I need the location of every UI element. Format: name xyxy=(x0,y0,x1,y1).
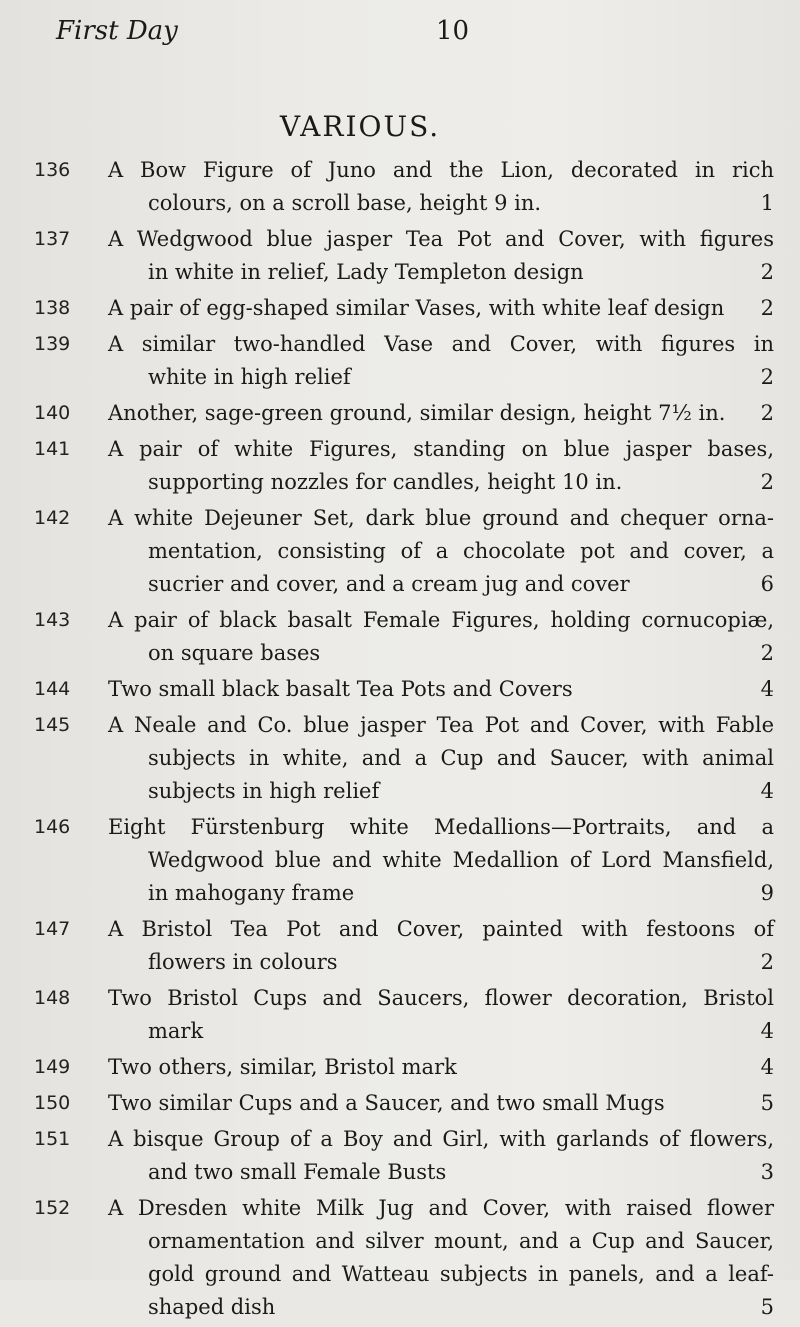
lot-number: 140 xyxy=(34,402,71,424)
lot-description-line: Two others, similar, Bristol mark 4 xyxy=(108,1051,774,1084)
lot-description-line: A similar two-handled Vase and Cover, with figures in xyxy=(108,332,774,356)
lot-quantity: 5 xyxy=(760,1091,774,1115)
lot-number: 151 xyxy=(34,1128,71,1150)
lot-quantity: 2 xyxy=(760,296,774,320)
page-header xyxy=(56,16,760,56)
lot-number: 139 xyxy=(34,333,71,355)
lot-quantity: 3 xyxy=(760,1160,774,1184)
lot-quantity: 9 xyxy=(760,881,774,905)
lot-entry xyxy=(0,223,800,289)
lot-entry xyxy=(0,292,800,325)
lot-entry xyxy=(0,982,800,1048)
lot-description-line: ornamentation and silver mount, and a Cup and Saucer, xyxy=(148,1229,774,1253)
lot-description-line: Two similar Cups and a Saucer, and two small Mugs 5 xyxy=(108,1087,774,1120)
lot-quantity: 4 xyxy=(760,779,774,803)
lot-number: 136 xyxy=(34,159,71,181)
lot-entry xyxy=(0,913,800,979)
lot-description-line: subjects in white, and a Cup and Saucer, with animal xyxy=(148,746,774,770)
lot-description-line: white in high relief 2 xyxy=(108,361,774,394)
lot-description-line: Another, sage-green ground, similar design, height 7½ in. 2 xyxy=(108,397,774,430)
lot-entry xyxy=(0,154,800,220)
lot-quantity: 2 xyxy=(760,950,774,974)
running-title: First Day xyxy=(56,16,178,46)
lot-entry xyxy=(0,1123,800,1189)
lot-description-line: sucrier and cover, and a cream jug and cover 6 xyxy=(108,568,774,601)
lot-entry xyxy=(0,433,800,499)
lot-number: 142 xyxy=(34,507,71,529)
lot-number: 138 xyxy=(34,297,71,319)
lot-entry xyxy=(0,328,800,394)
lot-entry xyxy=(0,673,800,706)
lot-number: 148 xyxy=(34,987,71,1009)
lot-description-line: A white Dejeuner Set, dark blue ground and chequer orna- xyxy=(108,506,774,530)
lot-description-line: Wedgwood blue and white Medallion of Lord Mansfield, xyxy=(148,848,774,872)
lot-description-line: in white in relief, Lady Templeton design 2 xyxy=(108,256,774,289)
lot-entry xyxy=(0,811,800,910)
section-title: VARIOUS. xyxy=(279,110,441,143)
lot-description-line: Two Bristol Cups and Saucers, flower decoration, Bristol xyxy=(108,986,774,1010)
lot-description-line: mentation, consisting of a chocolate pot and cover, a xyxy=(148,539,774,563)
lot-quantity: 4 xyxy=(760,1019,774,1043)
lot-quantity: 4 xyxy=(760,1055,774,1079)
lot-quantity: 6 xyxy=(760,572,774,596)
lot-description-line: Two small black basalt Tea Pots and Covers 4 xyxy=(108,673,774,706)
lot-number: 141 xyxy=(34,438,71,460)
lot-quantity: 2 xyxy=(760,641,774,665)
lot-entry xyxy=(0,604,800,670)
lot-description-line: on square bases 2 xyxy=(108,637,774,670)
lot-description-line: A Wedgwood blue jasper Tea Pot and Cover, with figures xyxy=(108,227,774,251)
lot-description-line: A Bow Figure of Juno and the Lion, decorated in rich xyxy=(108,158,774,182)
lot-description-line: A pair of egg-shaped similar Vases, with white leaf design 2 xyxy=(108,292,774,325)
lot-number: 152 xyxy=(34,1197,71,1219)
lot-number: 149 xyxy=(34,1056,71,1078)
lot-description-line: A Dresden white Milk Jug and Cover, with raised flower xyxy=(108,1196,774,1220)
lot-description-line: mark 4 xyxy=(108,1015,774,1048)
lot-entry xyxy=(0,502,800,601)
lot-number: 145 xyxy=(34,714,71,736)
lot-description-line: flowers in colours 2 xyxy=(108,946,774,979)
lot-quantity: 5 xyxy=(760,1295,774,1319)
lot-description-line: A bisque Group of a Boy and Girl, with garlands of flowers, xyxy=(108,1127,774,1151)
lot-description-line: A pair of white Figures, standing on blue jasper bases, xyxy=(108,437,774,461)
lot-number: 143 xyxy=(34,609,71,631)
lot-quantity: 2 xyxy=(760,401,774,425)
lot-entry xyxy=(0,1192,800,1324)
lot-description-line: gold ground and Watteau subjects in panels, and a leaf- xyxy=(148,1262,774,1286)
lot-number: 150 xyxy=(34,1092,71,1114)
lot-quantity: 2 xyxy=(760,470,774,494)
lot-quantity: 2 xyxy=(760,365,774,389)
lot-description-line: A Neale and Co. blue jasper Tea Pot and Cover, with Fable xyxy=(108,713,774,737)
lot-entry xyxy=(0,709,800,808)
lot-description-line: and two small Female Busts 3 xyxy=(108,1156,774,1189)
lot-quantity: 1 xyxy=(760,191,774,215)
lot-list xyxy=(0,154,800,1327)
lot-entry xyxy=(0,397,800,430)
lot-number: 146 xyxy=(34,816,71,838)
lot-description-line: A pair of black basalt Female Figures, holding cornucopiæ, xyxy=(108,608,774,632)
lot-description-line: in mahogany frame 9 xyxy=(108,877,774,910)
page-number: 10 xyxy=(436,16,470,46)
lot-number: 137 xyxy=(34,228,71,250)
lot-description-line: colours, on a scroll base, height 9 in. 1 xyxy=(108,187,774,220)
lot-description-line: Eight Fürstenburg white Medallions—Portraits, and a xyxy=(108,815,774,839)
lot-quantity: 2 xyxy=(760,260,774,284)
lot-entry xyxy=(0,1051,800,1084)
lot-description-line: subjects in high relief 4 xyxy=(108,775,774,808)
lot-number: 144 xyxy=(34,678,71,700)
lot-description-line: shaped dish 5 xyxy=(108,1291,774,1324)
lot-quantity: 4 xyxy=(760,677,774,701)
lot-description-line: supporting nozzles for candles, height 10 in. 2 xyxy=(108,466,774,499)
lot-description-line: A Bristol Tea Pot and Cover, painted with festoons of xyxy=(108,917,774,941)
lot-entry xyxy=(0,1087,800,1120)
lot-number: 147 xyxy=(34,918,71,940)
